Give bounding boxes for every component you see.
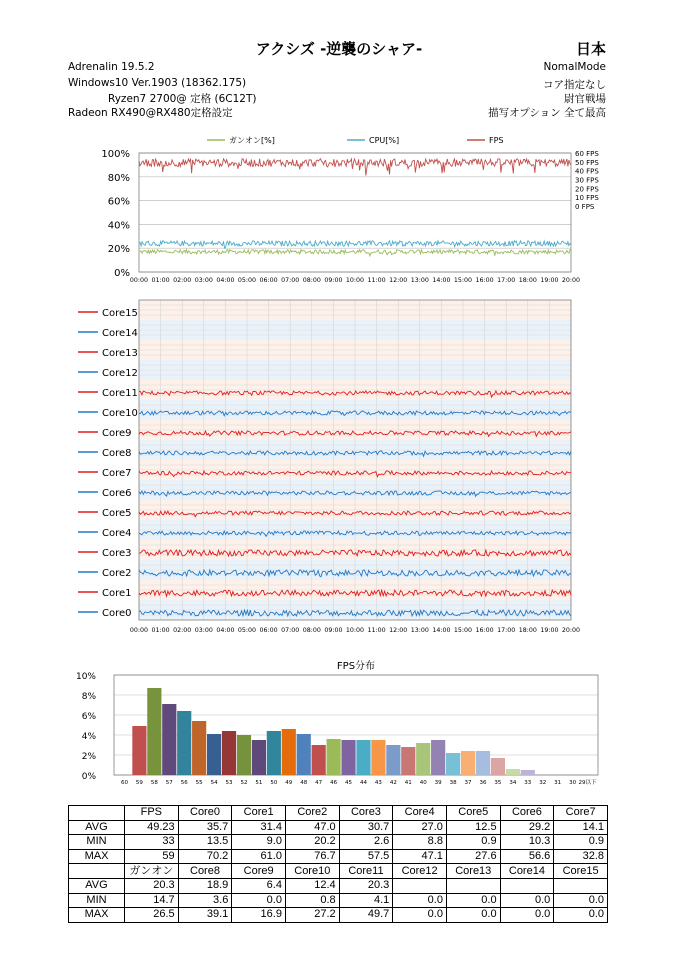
x-tick-label: 31 [554,780,562,786]
scene-label: 尉官戦場 [564,93,606,105]
table-cell: Core12 [393,864,447,879]
x-tick-label: 48 [300,780,308,786]
bar [147,688,161,775]
x-tick-label: 17:00 [497,277,516,284]
y-tick-label: 0% [114,268,130,279]
table-cell: 33 [125,835,179,850]
legend-label: Core12 [102,368,138,379]
x-tick-label: 38 [449,780,457,786]
y-tick-label: 10% [75,672,96,682]
table-cell: 0.0 [393,908,447,923]
y2-tick-label: 60 FPS [575,150,599,158]
table-cell: 61.0 [232,849,286,864]
x-tick-label: 59 [135,780,143,786]
table-cell: 0.8 [285,893,339,908]
table-cell: ガンオン [125,864,179,879]
x-tick-label: 16:00 [475,627,494,634]
x-tick-label: 41 [404,780,412,786]
table-cell: 70.2 [178,849,232,864]
x-tick-label: 13:00 [410,627,429,634]
x-tick-label: 39 [434,780,442,786]
x-tick-label: 32 [539,780,547,786]
region-label: 日本 [575,40,606,58]
x-tick-label: 30 [569,780,577,786]
x-tick-label: 40 [419,780,427,786]
x-tick-label: 29以下 [578,780,597,786]
bar [282,729,296,775]
table-cell: MIN [69,893,125,908]
table-cell: 30.7 [339,820,393,835]
x-tick-label: 42 [389,780,397,786]
x-tick-label: 03:00 [194,277,213,284]
x-tick-label: 10:00 [345,277,365,284]
table-cell: 27.2 [285,908,339,923]
core-usage-chart [0,296,678,641]
page-title: アクシズ -逆襲のシャア- [255,40,423,58]
table-cell: 0.0 [554,893,608,908]
legend-label: Core6 [102,488,132,499]
table-row [69,820,608,835]
x-tick-label: 00:00 [129,277,149,284]
x-tick-label: 20:00 [561,277,581,284]
bar [267,731,281,775]
legend-label: Core9 [102,428,132,439]
bar [401,747,415,775]
x-tick-label: 35 [494,780,502,786]
x-tick-label: 50 [270,780,278,786]
table-cell: 0.0 [554,908,608,923]
series-line [139,250,571,256]
table-cell: Core1 [232,806,286,821]
legend-label: ガンオン[%] [229,136,275,145]
x-tick-label: 14:00 [432,627,451,634]
bar [312,745,326,775]
table-cell: 76.7 [285,849,339,864]
table-cell: Core7 [554,806,608,821]
table-cell [500,878,554,893]
table-cell: 27.6 [446,849,500,864]
x-tick-label: 14:00 [432,277,451,284]
x-tick-label: 04:00 [216,627,235,634]
x-tick-label: 46 [330,780,338,786]
table-cell: 0.0 [393,893,447,908]
table-cell: 12.5 [446,820,500,835]
x-tick-label: 11:00 [367,277,386,284]
table-cell: 29.2 [500,820,554,835]
table-cell: AVG [69,820,125,835]
x-tick-label: 37 [464,780,472,786]
quality-setting: 描写オプション 全て最高 [488,107,606,119]
table-cell: Core10 [285,864,339,879]
legend-label: Core0 [102,608,132,619]
gpu-spec: Radeon RX490@RX480定格設定 [68,107,233,119]
table-cell [69,806,125,821]
x-tick-label: 09:00 [324,277,343,284]
x-tick-label: 13:00 [410,277,429,284]
x-tick-label: 05:00 [237,277,257,284]
core-setting: コア指定なし [543,79,606,91]
x-tick-label: 07:00 [281,627,300,634]
x-tick-label: 12:00 [389,627,408,634]
table-row [69,835,608,850]
bar [162,704,176,775]
table-cell: Core15 [554,864,608,879]
x-tick-label: 60 [120,780,128,786]
x-tick-label: 19:00 [540,277,559,284]
y-tick-label: 0% [81,772,96,782]
bar [192,721,206,775]
x-tick-label: 51 [255,780,263,786]
table-cell: 0.0 [446,908,500,923]
y-tick-label: 20% [107,244,130,256]
y-tick-label: 6% [81,712,96,722]
x-tick-label: 44 [359,780,367,786]
x-tick-label: 16:00 [475,277,494,284]
x-tick-label: 08:00 [302,627,321,634]
legend-label: Core13 [102,348,138,359]
legend-label: Core10 [102,408,138,419]
table-cell: 18.9 [178,878,232,893]
table-cell: 10.3 [500,835,554,850]
table-row [69,806,608,821]
legend-label: Core15 [102,308,138,319]
table-cell: 31.4 [232,820,286,835]
legend-label: Core8 [102,448,132,459]
table-cell: 57.5 [339,849,393,864]
table-cell: 47.0 [285,820,339,835]
table-cell: 6.4 [232,878,286,893]
chart-title: FPS分布 [336,661,376,672]
y-tick-label: 4% [81,732,96,742]
x-tick-label: 58 [150,780,158,786]
x-tick-label: 18:00 [518,277,537,284]
bar [476,751,490,775]
table-cell: 49.7 [339,908,393,923]
y-tick-label: 80% [107,172,130,184]
x-tick-label: 20:00 [561,627,581,634]
table-cell: AVG [69,878,125,893]
table-cell: 2.6 [339,835,393,850]
x-tick-label: 09:00 [324,627,343,634]
y2-tick-label: 30 FPS [575,176,599,185]
bar [177,711,191,775]
table-cell: 0.0 [446,893,500,908]
table-cell: MAX [69,908,125,923]
table-row [69,893,608,908]
y-tick-label: 60% [107,196,130,208]
plot-area [139,153,571,272]
table-cell: Core14 [500,864,554,879]
table-cell: 20.3 [339,878,393,893]
x-tick-label: 54 [210,780,218,786]
x-tick-label: 52 [240,780,248,786]
legend-label: Core5 [102,508,132,519]
x-tick-label: 07:00 [281,277,300,284]
x-tick-label: 03:00 [194,627,213,634]
series-line [139,241,571,248]
table-cell [393,878,447,893]
table-cell: 14.7 [125,893,179,908]
x-tick-label: 56 [180,780,188,786]
bar [491,758,505,775]
table-cell: 0.0 [500,908,554,923]
table-cell: Core9 [232,864,286,879]
legend-label: Core2 [102,568,132,579]
driver-version: Adrenalin 19.5.2 [68,61,155,73]
table-cell: 32.8 [554,849,608,864]
table-cell: 9.0 [232,835,286,850]
bar [222,731,236,775]
x-tick-label: 01:00 [151,627,170,634]
legend-label: Core11 [102,388,138,399]
table-cell: 59 [125,849,179,864]
x-tick-label: 05:00 [237,627,257,634]
table-row [69,908,608,923]
bar [431,740,445,775]
table-cell [554,878,608,893]
table-cell: 0.0 [500,893,554,908]
legend-label: Core7 [102,468,132,479]
bar [326,739,340,775]
bar [237,735,251,775]
table-cell: 0.9 [554,835,608,850]
table-cell [69,864,125,879]
bar [506,769,520,775]
table-cell: 20.2 [285,835,339,850]
table-row [69,864,608,879]
mode-label: NomalMode [543,61,606,73]
x-tick-label: 12:00 [389,277,408,284]
x-tick-label: 15:00 [453,277,473,284]
x-tick-label: 43 [374,780,382,786]
y2-tick-label: 50 FPS [575,158,599,167]
x-tick-label: 57 [165,780,173,786]
stats-table [68,805,608,923]
legend-label: Core1 [102,588,132,599]
x-tick-label: 01:00 [151,277,170,284]
table-cell: 20.3 [125,878,179,893]
legend-label: Core3 [102,548,132,559]
x-tick-label: 11:00 [367,627,386,634]
x-tick-label: 47 [315,780,323,786]
bar [461,751,475,775]
table-cell: Core8 [178,864,232,879]
table-cell: Core5 [446,806,500,821]
y-tick-label: 8% [81,692,96,702]
bar [356,740,370,775]
table-cell: Core4 [393,806,447,821]
x-tick-label: 06:00 [259,277,278,284]
x-tick-label: 19:00 [540,627,559,634]
bar [371,740,385,775]
usage-fps-chart [0,128,678,296]
table-cell: 35.7 [178,820,232,835]
bar [297,734,311,775]
y2-tick-label: 40 FPS [575,167,599,176]
bar [252,740,266,775]
table-cell: Core0 [178,806,232,821]
table-cell: Core6 [500,806,554,821]
x-tick-label: 36 [479,780,487,786]
table-row [69,878,608,893]
bar [386,745,400,775]
table-cell: 13.5 [178,835,232,850]
x-tick-label: 00:00 [129,627,149,634]
bar [446,753,460,775]
x-tick-label: 45 [345,780,353,786]
table-row [69,849,608,864]
legend-label: Core14 [102,328,138,339]
table-cell: MAX [69,849,125,864]
table-cell: 0.9 [446,835,500,850]
y-tick-label: 100% [101,149,130,160]
x-tick-label: 33 [524,780,532,786]
table-cell: 14.1 [554,820,608,835]
table-cell: Core11 [339,864,393,879]
x-tick-label: 06:00 [259,627,278,634]
table-cell: 47.1 [393,849,447,864]
table-cell: Core3 [339,806,393,821]
table-cell: 56.6 [500,849,554,864]
y-tick-label: 2% [81,752,96,762]
x-tick-label: 49 [285,780,293,786]
series-line [139,159,571,176]
y2-tick-label: 10 FPS [575,194,599,203]
table-cell: Core2 [285,806,339,821]
x-tick-label: 04:00 [216,277,235,284]
bar [132,726,146,775]
table-cell: 26.5 [125,908,179,923]
table-cell: MIN [69,835,125,850]
table-cell: 27.0 [393,820,447,835]
bar [207,734,221,775]
legend-label: CPU[%] [369,136,400,145]
table-cell [446,878,500,893]
x-tick-label: 18:00 [518,627,537,634]
table-cell: 49.23 [125,820,179,835]
y-tick-label: 40% [107,220,130,232]
table-cell: 12.4 [285,878,339,893]
y2-tick-label: 0 FPS [575,202,595,211]
legend-label: FPS [489,136,504,145]
x-tick-label: 10:00 [345,627,365,634]
x-tick-label: 15:00 [453,627,473,634]
table-cell: 8.8 [393,835,447,850]
os-version: Windows10 Ver.1903 (18362.175) [68,77,247,89]
x-tick-label: 17:00 [497,627,516,634]
x-tick-label: 34 [509,780,517,786]
bar [521,770,535,775]
bar [416,743,430,775]
legend-label: Core4 [102,528,132,539]
table-cell: 4.1 [339,893,393,908]
table-cell: 39.1 [178,908,232,923]
table-cell: 16.9 [232,908,286,923]
x-tick-label: 02:00 [173,277,192,284]
table-cell: FPS [125,806,179,821]
cpu-spec: Ryzen7 2700@ 定格 (6C12T) [108,93,257,105]
x-tick-label: 08:00 [302,277,321,284]
x-tick-label: 55 [195,780,203,786]
x-tick-label: 02:00 [173,627,192,634]
x-tick-label: 53 [225,780,233,786]
fps-distribution-chart [0,656,678,796]
table-cell: 3.6 [178,893,232,908]
bar [341,740,355,775]
table-cell: 0.0 [232,893,286,908]
table-cell: Core13 [446,864,500,879]
y2-tick-label: 20 FPS [575,185,599,194]
